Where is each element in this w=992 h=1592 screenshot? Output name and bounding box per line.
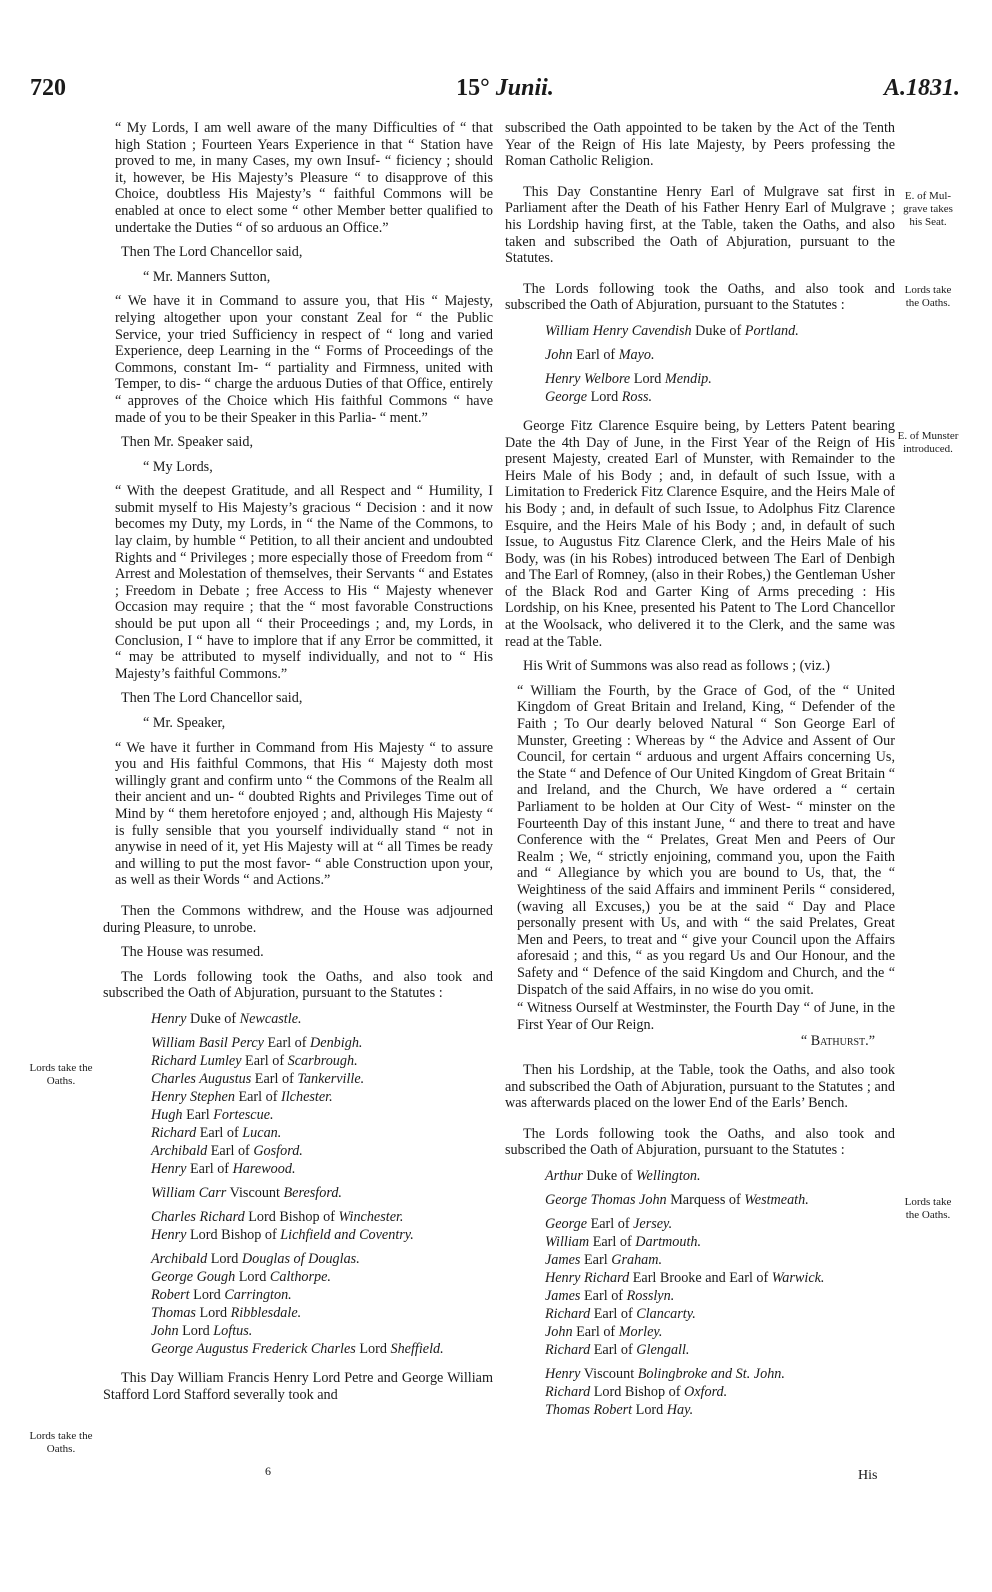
catchword: His [858,1468,878,1483]
date-day: 15° [456,75,490,101]
right-column [505,120,895,1431]
list-item: William Henry Cavendish Duke of Portland. [545,322,799,339]
lords-list-1 [151,1010,493,1358]
margin-note-mulgrave: E. of Mul- grave takes his Seat. [903,190,953,228]
page-number: 720 [30,75,66,101]
lords-oaths-intro-2: The Lords following took the Oaths, and also took and subscribed the Oath of Abjuration, pursuant to the Statutes : [505,280,895,314]
speaker-said: Then Mr. Speaker said, [121,434,253,451]
house-resumed: The House was resumed. [121,944,264,961]
list-item: Henry Stephen Earl of Ilchester. [151,1088,333,1105]
list-item: Richard Earl of Clancarty. [545,1305,696,1322]
list-item: William Basil Percy Earl of Denbigh. [151,1034,363,1051]
list-item: George Gough Lord Calthorpe. [151,1268,331,1285]
margin-note-lords-oaths-4: Lords take the Oaths. [904,1196,952,1221]
list-item: Charles Augustus Earl of Tankerville. [151,1070,365,1087]
left-column [103,120,493,1411]
list-item: Richard Lord Bishop of Oxford. [545,1383,728,1400]
list-item: Henry Viscount Bolingbroke and St. John. [545,1365,785,1382]
list-item: James Earl of Rosslyn. [545,1287,675,1304]
list-item: William Carr Viscount Beresford. [151,1184,342,1201]
page-header [0,75,992,115]
list-item: George Augustus Frederick Charles Lord Sheffield. [151,1340,444,1357]
speaker-petition-text: “ With the deepest Gratitude, and all Respect and “ Humility, I submit myself to His Majesty’s gracious “ Decision : and it now becomes my Duty, my Lords, in “ the Name of the Commons, to lay claim, by humble “ Petition, to all their ancient and undoubted Rights and “ Privileges ; more especially those of Freedom from “ Arrest and Molestation of themselves, their Servants “ and Estates ; Freedom in Debate ; free Access to His “ Majesty whenever Occasion may require ; that the “ most favorable Constructions should be put upon all “ their Proceedings ; and, my Lords, in Conclusion, I “ have to implore that if any Error be committed, it “ may be attributed to myself individually, and not to “ His Majesty’s faithful Commons.” [115,483,493,682]
list-item: John Lord Loftus. [151,1322,253,1339]
list-item: Henry Lord Bishop of Lichfield and Coventry. [151,1226,414,1243]
list-item: John Earl of Mayo. [545,346,655,363]
list-item: Archibald Earl of Gosford. [151,1142,303,1159]
catholic-oath-text: subscribed the Oath appointed to be taken by the Act of the Tenth Year of the Reign of His late Majesty, by Peers professing the Roman Catholic Religion. [505,120,895,170]
address-mr-speaker: “ Mr. Speaker, [143,715,226,731]
writ-text: “ William the Fourth, by the Grace of God, of the “ United Kingdom of Great Britain and Ireland, King, “ Defender of the Faith ; To Our dearly beloved Natural “ Son George Earl of Munster, Greeting : Whereas by “ the Advice and Assent of Our Council, for certain “ arduous and urgent Affairs concerning Us, the State “ and Defence of Our United Kingdom of Great Britain “ and Ireland, and the Church, We have ordered a “ certain Parliament to be holden at Our City of West- “ minster on the Fourteenth Day of this instant June, “ and there to treat and have Conference with the “ Prelates, Great Men and Peers of Our Realm ; We, “ strictly enjoining, command you, upon the Faith and “ Allegiance by which you are bound to Us, that, the “ Weightiness of the said Affairs and imminent Perils “ considered, (waving all Excuses,) you be at the said “ Day and Place personally present with Us, and with “ the said Prelates, Great Men and Peers, to treat and “ give your Council upon the Affairs aforesaid ; and this, “ as you regard Us and Our Honour, and the Safety and “ Defence of the said Kingdom and Church, and the “ Dispatch of the said Affairs, in no wise do you omit. [517,682,895,998]
mulgrave-text: This Day Constantine Henry Earl of Mulgrave sat first in Parliament after the Death of his Father Henry Earl of Mulgrave ; his Lordship having first, at the Table, taken the Oaths, and also taken and subscribed the Oath of Abjuration, pursuant to the Statutes. [505,183,895,267]
page-date [425,75,585,102]
list-item: Archibald Lord Douglas of Douglas. [151,1250,360,1267]
list-item: James Earl Graham. [545,1251,663,1268]
margin-note-lords-oaths-1: Lords take the Oaths. [29,1062,93,1087]
chancellor-grant-text: “ We have it further in Command from His Majesty “ to assure you and His faithful Commons, that His “ Majesty doth most willingly grant and confirm unto “ the Commons of the Realm all their ancient and un- “ doubted Rights and Privileges Time out of Mind by “ them heretofore enjoyed ; and, although His Majesty “ is fully sensible that you yourself individually stand “ not in anywise in need of it, yet His Majesty will at “ all Times be ready and willing to put the most favor- “ able Construction upon your, as well as their Words “ and Actions.” [115,739,493,889]
list-item: William Earl of Dartmouth. [545,1233,702,1250]
list-item: George Earl of Jersey. [545,1215,673,1232]
lords-list-2 [545,322,895,406]
address-manners-sutton: “ Mr. Manners Sutton, [143,268,271,285]
writ-intro: His Writ of Summons was also read as follows ; (viz.) [523,658,830,675]
folio-number: 6 [265,1464,271,1478]
writ-witness: “ Witness Ourself at Westminster, the Fourth Day “ of June, in the First Year of Our Reign. [517,1000,895,1033]
address-my-lords: “ My Lords, [143,458,213,475]
list-item: Henry Welbore Lord Mendip. [545,370,712,387]
commons-withdrew: Then the Commons withdrew, and the House was adjourned during Pleasure, to unrobe. [103,902,493,936]
chancellor-approval-text: “ We have it in Command to assure you, that His “ Majesty, relying altogether upon your constant Zeal for “ the Public Service, your tried Sufficiency in respect of “ long and varied Experience, deep Learning in the “ Forms of Proceedings of the Commons, constant Im- “ partiality and Firmness, united with Temper, to dis- “ charge the arduous Duties of that Office, entirely “ approves of the Choice which His faithful Commons “ have made of you to be their Speaker in this Parlia- “ ment.” [115,293,493,426]
margin-note-lords-oaths-2: Lords take the Oaths. [29,1430,93,1455]
list-item: Richard Lumley Earl of Scarbrough. [151,1052,358,1069]
lords-oaths-intro-3: The Lords following took the Oaths, and also took and subscribed the Oath of Abjuration, pursuant to the Statutes : [505,1125,895,1159]
chancellor-said-2: Then The Lord Chancellor said, [121,690,303,707]
list-item: Henry Duke of Newcastle. [151,1010,302,1027]
chancellor-said-1: Then The Lord Chancellor said, [121,244,303,261]
list-item: George Thomas John Marquess of Westmeath. [545,1191,809,1208]
list-item: Charles Richard Lord Bishop of Winchester. [151,1208,404,1225]
list-item: Richard Earl of Glengall. [545,1341,690,1358]
margin-note-munster: E. of Munster introduced. [897,430,959,455]
list-item: Henry Earl of Harewood. [151,1160,296,1177]
list-item: Hugh Earl Fortescue. [151,1106,274,1123]
list-item: John Earl of Morley. [545,1323,663,1340]
list-item: Thomas Lord Ribblesdale. [151,1304,302,1321]
petre-stafford-text: This Day William Francis Henry Lord Petre and George William Stafford Lord Stafford severally took and [103,1369,493,1403]
list-item: Robert Lord Carrington. [151,1286,292,1303]
munster-oaths-text: Then his Lordship, at the Table, took the Oaths, and also took and subscribed the Oath of Abjuration, pursuant to the Statutes ; and was afterwards placed on the lower End of the Earls’ Bench. [505,1061,895,1112]
munster-text: George Fitz Clarence Esquire being, by Letters Patent bearing Date the 4th Day of June, in the First Year of the Reign of His present Majesty, created Earl of Munster, with Remainder to the Heirs Male of his Body ; and, in default of such Issue, with a Limitation to Frederick Fitz Clarence Esquire, and the Heirs Male of his Body ; and, in default of such Issue, to Adolphus Fitz Clarence Esquire, and the Heirs Male of his Body ; and, in default of such Issue, to Augustus Fitz Clarence Clerk, and the Heirs Male of his Body, was (in his Robes) introduced between The Earl of Denbigh and The Earl of Romney, (also in their Robes,) the Gentleman Usher of the Black Rod and Garter King of Arms preceding : His Lordship, on his Knee, presented his Patent to The Lord Chancellor at the Woolsack, who delivered it to the Clerk, and the same was read at the Table. [505,417,895,650]
list-item: Thomas Robert Lord Hay. [545,1401,694,1418]
speaker-reply-text: “ My Lords, I am well aware of the many Difficulties of “ that high Station ; Fourteen Years Experience in that “ Station have proved to me, in many Cases, my own Insuf- “ ficiency ; should it, however, be His Majesty’s Pleasure “ to disapprove of this Choice, doubtless His Majesty’s “ faithful Commons will be enabled at once to elect some “ other Member better qualified to undertake the Duties “ of so arduous an Office.” [115,120,493,236]
date-month: Junii. [495,75,554,101]
page-year: A.1831. [883,75,960,101]
list-item: Arthur Duke of Wellington. [545,1167,701,1184]
list-item: Henry Richard Earl Brooke and Earl of Warwick. [545,1269,825,1286]
list-item: George Lord Ross. [545,388,653,405]
list-item: Richard Earl of Lucan. [151,1124,282,1141]
lords-list-3 [545,1167,895,1419]
margin-note-lords-oaths-3: Lords take the Oaths. [904,284,952,309]
writ-signature: “ Bathurst.” [800,1033,875,1050]
lords-oaths-intro-1: The Lords following took the Oaths, and also took and subscribed the Oath of Abjuration, pursuant to the Statutes : [103,968,493,1002]
